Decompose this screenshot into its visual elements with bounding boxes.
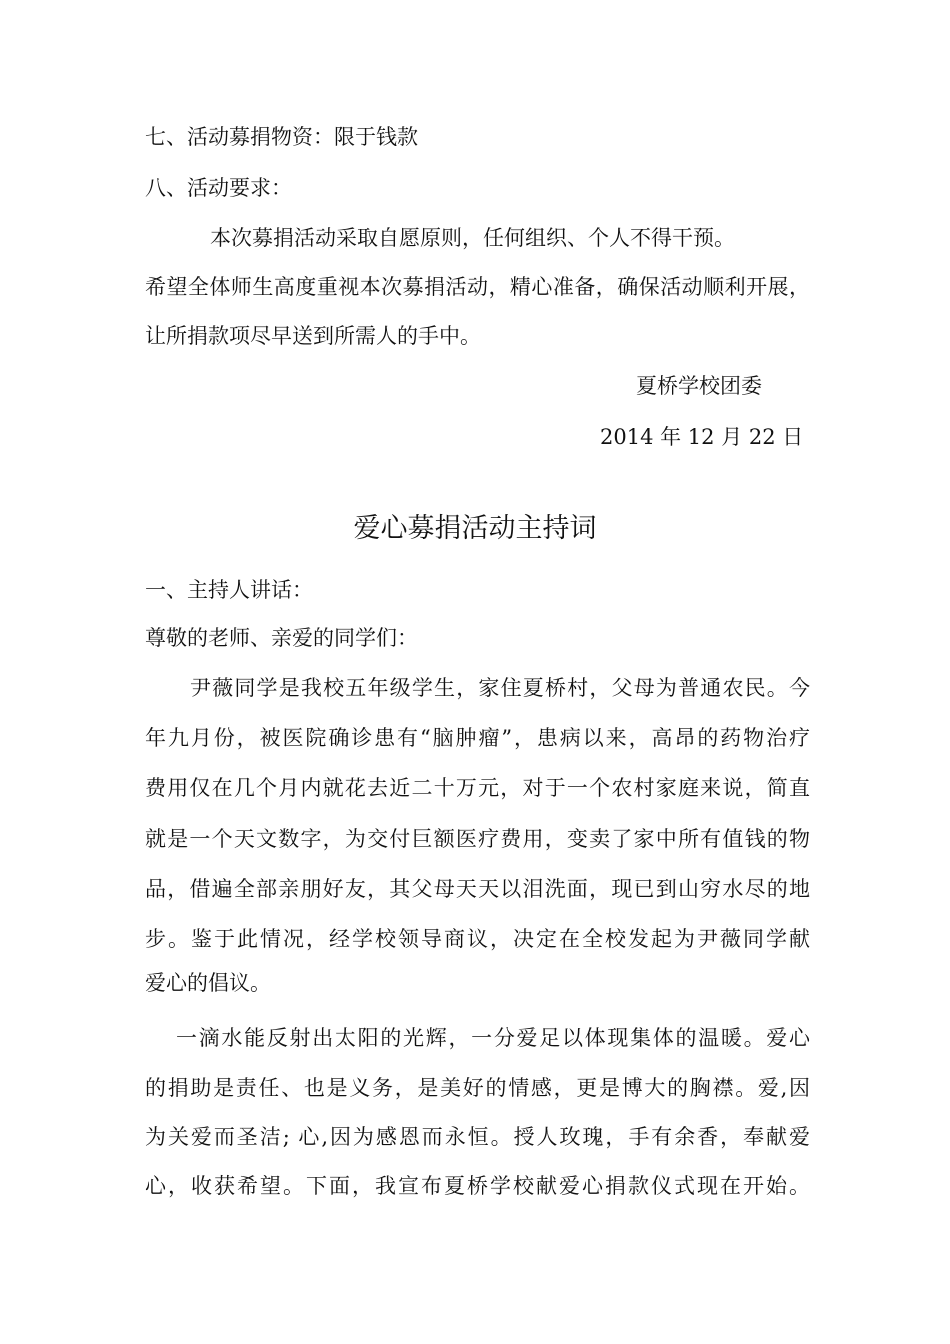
paragraph-2-line-2: 的捐助是责任、也是义务，是美好的情感，更是博大的胸襟。爱,因 (145, 1076, 810, 1100)
document-title: 爱心募捐活动主持词 (353, 513, 597, 544)
section-one-heading: 一、主持人讲话： (145, 578, 313, 602)
paragraph-2-line-4: 心，收获希望。下面，我宣布夏桥学校献爱心捐款仪式现在开始。 (145, 1174, 810, 1198)
signature-date: 2014 年 12 月 22 日 (600, 425, 804, 449)
paragraph-1-line-2: 年九月份，被医院确诊患有“脑肿瘤”，患病以来，高昂的药物治疗 (145, 726, 810, 750)
paragraph-1-line-1: 尹薇同学是我校五年级学生，家住夏桥村，父母为普通农民。今 (190, 676, 810, 700)
salutation: 尊敬的老师、亲爱的同学们： (145, 626, 418, 650)
item-eight: 八、活动要求： (145, 176, 292, 200)
requirement-line-3: 让所捐款项尽早送到所需人的手中。 (145, 324, 481, 348)
requirement-line-1: 本次募捐活动采取自愿原则，任何组织、个人不得干预。 (210, 226, 735, 250)
paragraph-2-line-1: 一滴水能反射出太阳的光辉，一分爱足以体现集体的温暖。爱心 (176, 1026, 810, 1050)
paragraph-2-line-3: 为关爱而圣洁; 心,因为感恩而永恒。授人玫瑰，手有余香，奉献爱 (145, 1125, 810, 1149)
paragraph-1-line-5: 品，借遍全部亲朋好友，其父母天天以泪洗面，现已到山穷水尽的地 (145, 877, 810, 901)
item-seven: 七、活动募捐物资：限于钱款 (145, 125, 418, 149)
requirement-line-2: 希望全体师生高度重视本次募捐活动，精心准备，确保活动顺利开展， (145, 275, 810, 299)
paragraph-1-line-3: 费用仅在几个月内就花去近二十万元，对于一个农村家庭来说，简直 (145, 776, 810, 800)
paragraph-1-line-7: 爱心的倡议。 (145, 971, 271, 995)
paragraph-1-line-6: 步。鉴于此情况，经学校领导商议，决定在全校发起为尹薇同学献 (145, 927, 810, 951)
signature-organization: 夏桥学校团委 (636, 374, 762, 398)
paragraph-1-line-4: 就是一个天文数字，为交付巨额医疗费用，变卖了家中所有值钱的物 (145, 827, 810, 851)
